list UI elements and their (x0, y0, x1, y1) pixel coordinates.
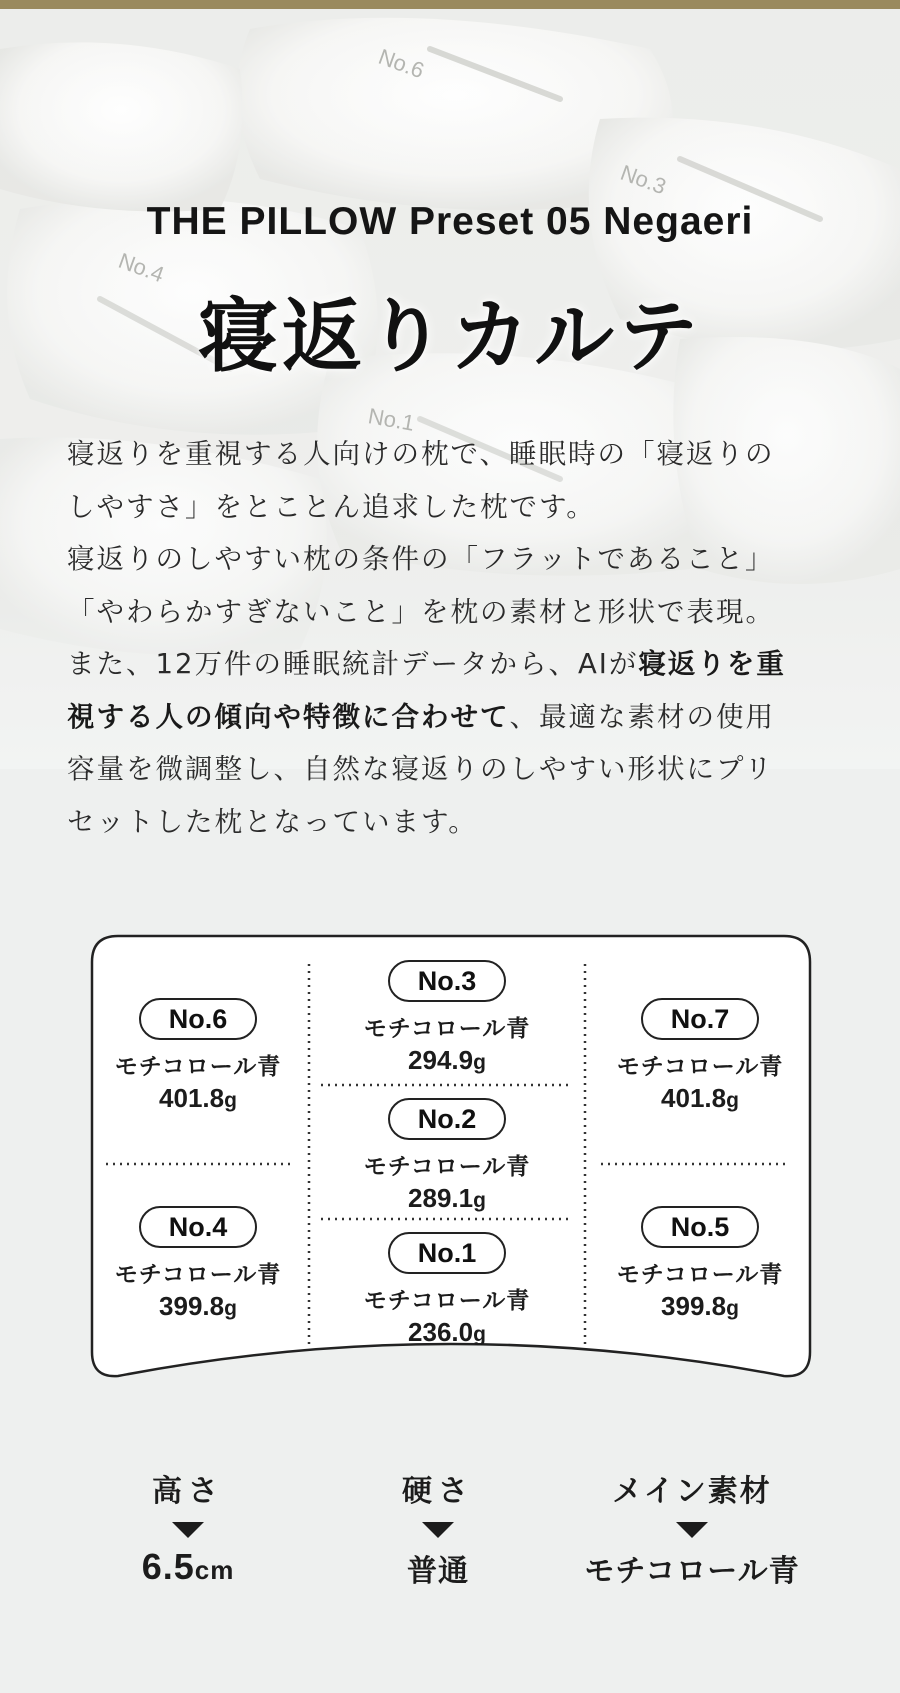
chamber-label: No.4 (139, 1206, 258, 1248)
product-subtitle: THE PILLOW Preset 05 Negaeri (146, 200, 754, 243)
chamber-label: No.7 (641, 998, 760, 1040)
chamber-weight: 399.8g (159, 1291, 237, 1321)
chamber-material: モチコロール青 (114, 1054, 282, 1080)
desc-line: 「やわらかすぎないこと」を枕の素材と形状で表現。 (67, 595, 775, 628)
down-arrow-icon (422, 1522, 454, 1538)
spec-value: モチコロール青 (584, 1554, 800, 1589)
chamber-material: モチコロール青 (363, 1154, 531, 1180)
chamber-no3 (347, 960, 547, 1076)
desc-emphasis: 寝返りを重 (638, 648, 786, 680)
chamber-material: モチコロール青 (616, 1262, 784, 1288)
desc-text: また、12万件の睡眠統計データから、AIが (67, 648, 639, 680)
desc-line: 容量を微調整し、自然な寝返りのしやすい形状にプリ (67, 753, 774, 785)
chamber-weight: 294.9g (408, 1045, 486, 1075)
spec-label: 高さ (152, 1474, 224, 1509)
chamber-material: モチコロール青 (114, 1262, 282, 1288)
chamber-weight: 399.8g (661, 1291, 739, 1321)
spec-value: 普通 (407, 1554, 469, 1589)
desc-line: 寝返りを重視する人向けの枕で、睡眠時の「寝返りの (67, 438, 775, 470)
chamber-no7 (600, 998, 800, 1114)
product-description (67, 428, 847, 848)
down-arrow-icon (172, 1522, 204, 1538)
chamber-label: No.6 (139, 998, 258, 1040)
chamber-label: No.2 (388, 1098, 507, 1140)
spec-label: メイン素材 (612, 1474, 772, 1509)
chamber-weight: 289.1g (408, 1183, 486, 1213)
spec-value: 6.5cm (141, 1546, 235, 1587)
spec-label: 硬さ (402, 1474, 474, 1509)
chamber-material: モチコロール青 (616, 1054, 784, 1080)
chamber-weight: 401.8g (159, 1083, 237, 1113)
chamber-label: No.1 (388, 1232, 507, 1274)
chamber-label: No.5 (641, 1206, 760, 1248)
desc-line: 寝返りのしやすい枕の条件の「フラットであること」 (67, 543, 775, 575)
desc-line: しやすさ」をとことん追求した枕です。 (67, 490, 596, 523)
desc-text: 、最適な素材の使用 (509, 700, 775, 733)
bg-label-no1: No.1 (366, 403, 417, 436)
chamber-no6 (98, 998, 298, 1114)
bg-label-no3: No.3 (617, 159, 670, 200)
chamber-material: モチコロール青 (363, 1016, 531, 1042)
chamber-weight: 401.8g (661, 1083, 739, 1113)
pillow-chamber-diagram (88, 932, 814, 1392)
chamber-no4 (98, 1206, 298, 1322)
bg-label-no4: No.4 (115, 247, 168, 288)
chamber-label: No.3 (388, 960, 507, 1002)
down-arrow-icon (676, 1522, 708, 1538)
desc-line (67, 691, 847, 744)
chamber-no2 (347, 1098, 547, 1214)
chamber-weight: 236.0g (408, 1317, 486, 1347)
chamber-no1 (347, 1232, 547, 1348)
chamber-no5 (600, 1206, 800, 1322)
desc-emphasis: 視する人の傾向や特徴に合わせて (67, 700, 510, 733)
chamber-material: モチコロール青 (363, 1288, 531, 1314)
bg-label-no6: No.6 (375, 43, 428, 84)
spec-height (88, 1466, 288, 1588)
spec-main-material (562, 1466, 822, 1590)
page-title: 寝返りカルテ (198, 290, 702, 383)
desc-line: セットした枕となっています。 (67, 805, 478, 838)
top-accent-bar (0, 0, 900, 9)
spec-firmness (338, 1466, 538, 1590)
desc-line (67, 638, 847, 691)
